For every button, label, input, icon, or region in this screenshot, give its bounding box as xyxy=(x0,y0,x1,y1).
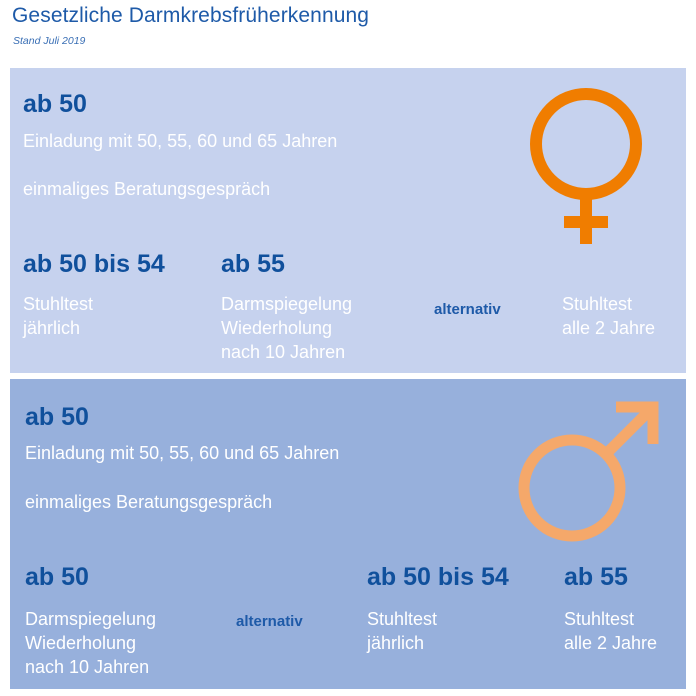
women-col1-text xyxy=(23,292,93,340)
men-col1-text xyxy=(25,607,156,679)
men-age-heading: ab 50 xyxy=(25,403,89,431)
women-invitation: Einladung mit 50, 55, 60 und 65 Jahren xyxy=(23,131,338,151)
men-invitation: Einladung mit 50, 55, 60 und 65 Jahren xyxy=(25,443,340,463)
women-alternative-label: alternativ xyxy=(434,301,501,318)
text-line: Stuhltest xyxy=(564,609,635,629)
women-panel xyxy=(10,68,686,373)
men-col2-heading: ab 50 bis 54 xyxy=(367,563,509,591)
female-symbol-icon xyxy=(524,82,654,252)
text-line: Stuhltest xyxy=(23,294,94,314)
women-consultation: einmaliges Beratungsgespräch xyxy=(23,179,271,199)
men-col2-text xyxy=(367,607,437,655)
text-line: Stuhltest xyxy=(367,609,438,629)
text-line: Wiederholung xyxy=(25,633,137,653)
text-line: alle 2 Jahre xyxy=(562,318,656,338)
text-line: jährlich xyxy=(23,318,81,338)
men-col3-text xyxy=(564,607,657,655)
men-alternative-label: alternativ xyxy=(236,613,303,630)
text-line: Darmspiegelung xyxy=(221,294,353,314)
men-col3-heading: ab 55 xyxy=(564,563,628,591)
text-line: Stuhltest xyxy=(562,294,633,314)
men-consultation: einmaliges Beratungsgespräch xyxy=(25,492,273,512)
women-col2-heading: ab 55 xyxy=(221,250,285,278)
men-col1-heading: ab 50 xyxy=(25,563,89,591)
page-title: Gesetzliche Darmkrebsfrüherkennung xyxy=(12,4,370,27)
women-col2-text xyxy=(221,292,352,364)
text-line: alle 2 Jahre xyxy=(564,633,658,653)
text-line: nach 10 Jahren xyxy=(221,342,346,362)
men-panel xyxy=(10,379,686,689)
text-line: Wiederholung xyxy=(221,318,333,338)
text-line: nach 10 Jahren xyxy=(25,657,150,677)
women-col3-text xyxy=(562,292,655,340)
male-symbol-icon xyxy=(515,401,665,551)
women-age-heading: ab 50 xyxy=(23,90,87,118)
text-line: Darmspiegelung xyxy=(25,609,157,629)
page-subtitle: Stand Juli 2019 xyxy=(13,35,86,47)
text-line: jährlich xyxy=(367,633,425,653)
women-col1-heading: ab 50 bis 54 xyxy=(23,250,165,278)
